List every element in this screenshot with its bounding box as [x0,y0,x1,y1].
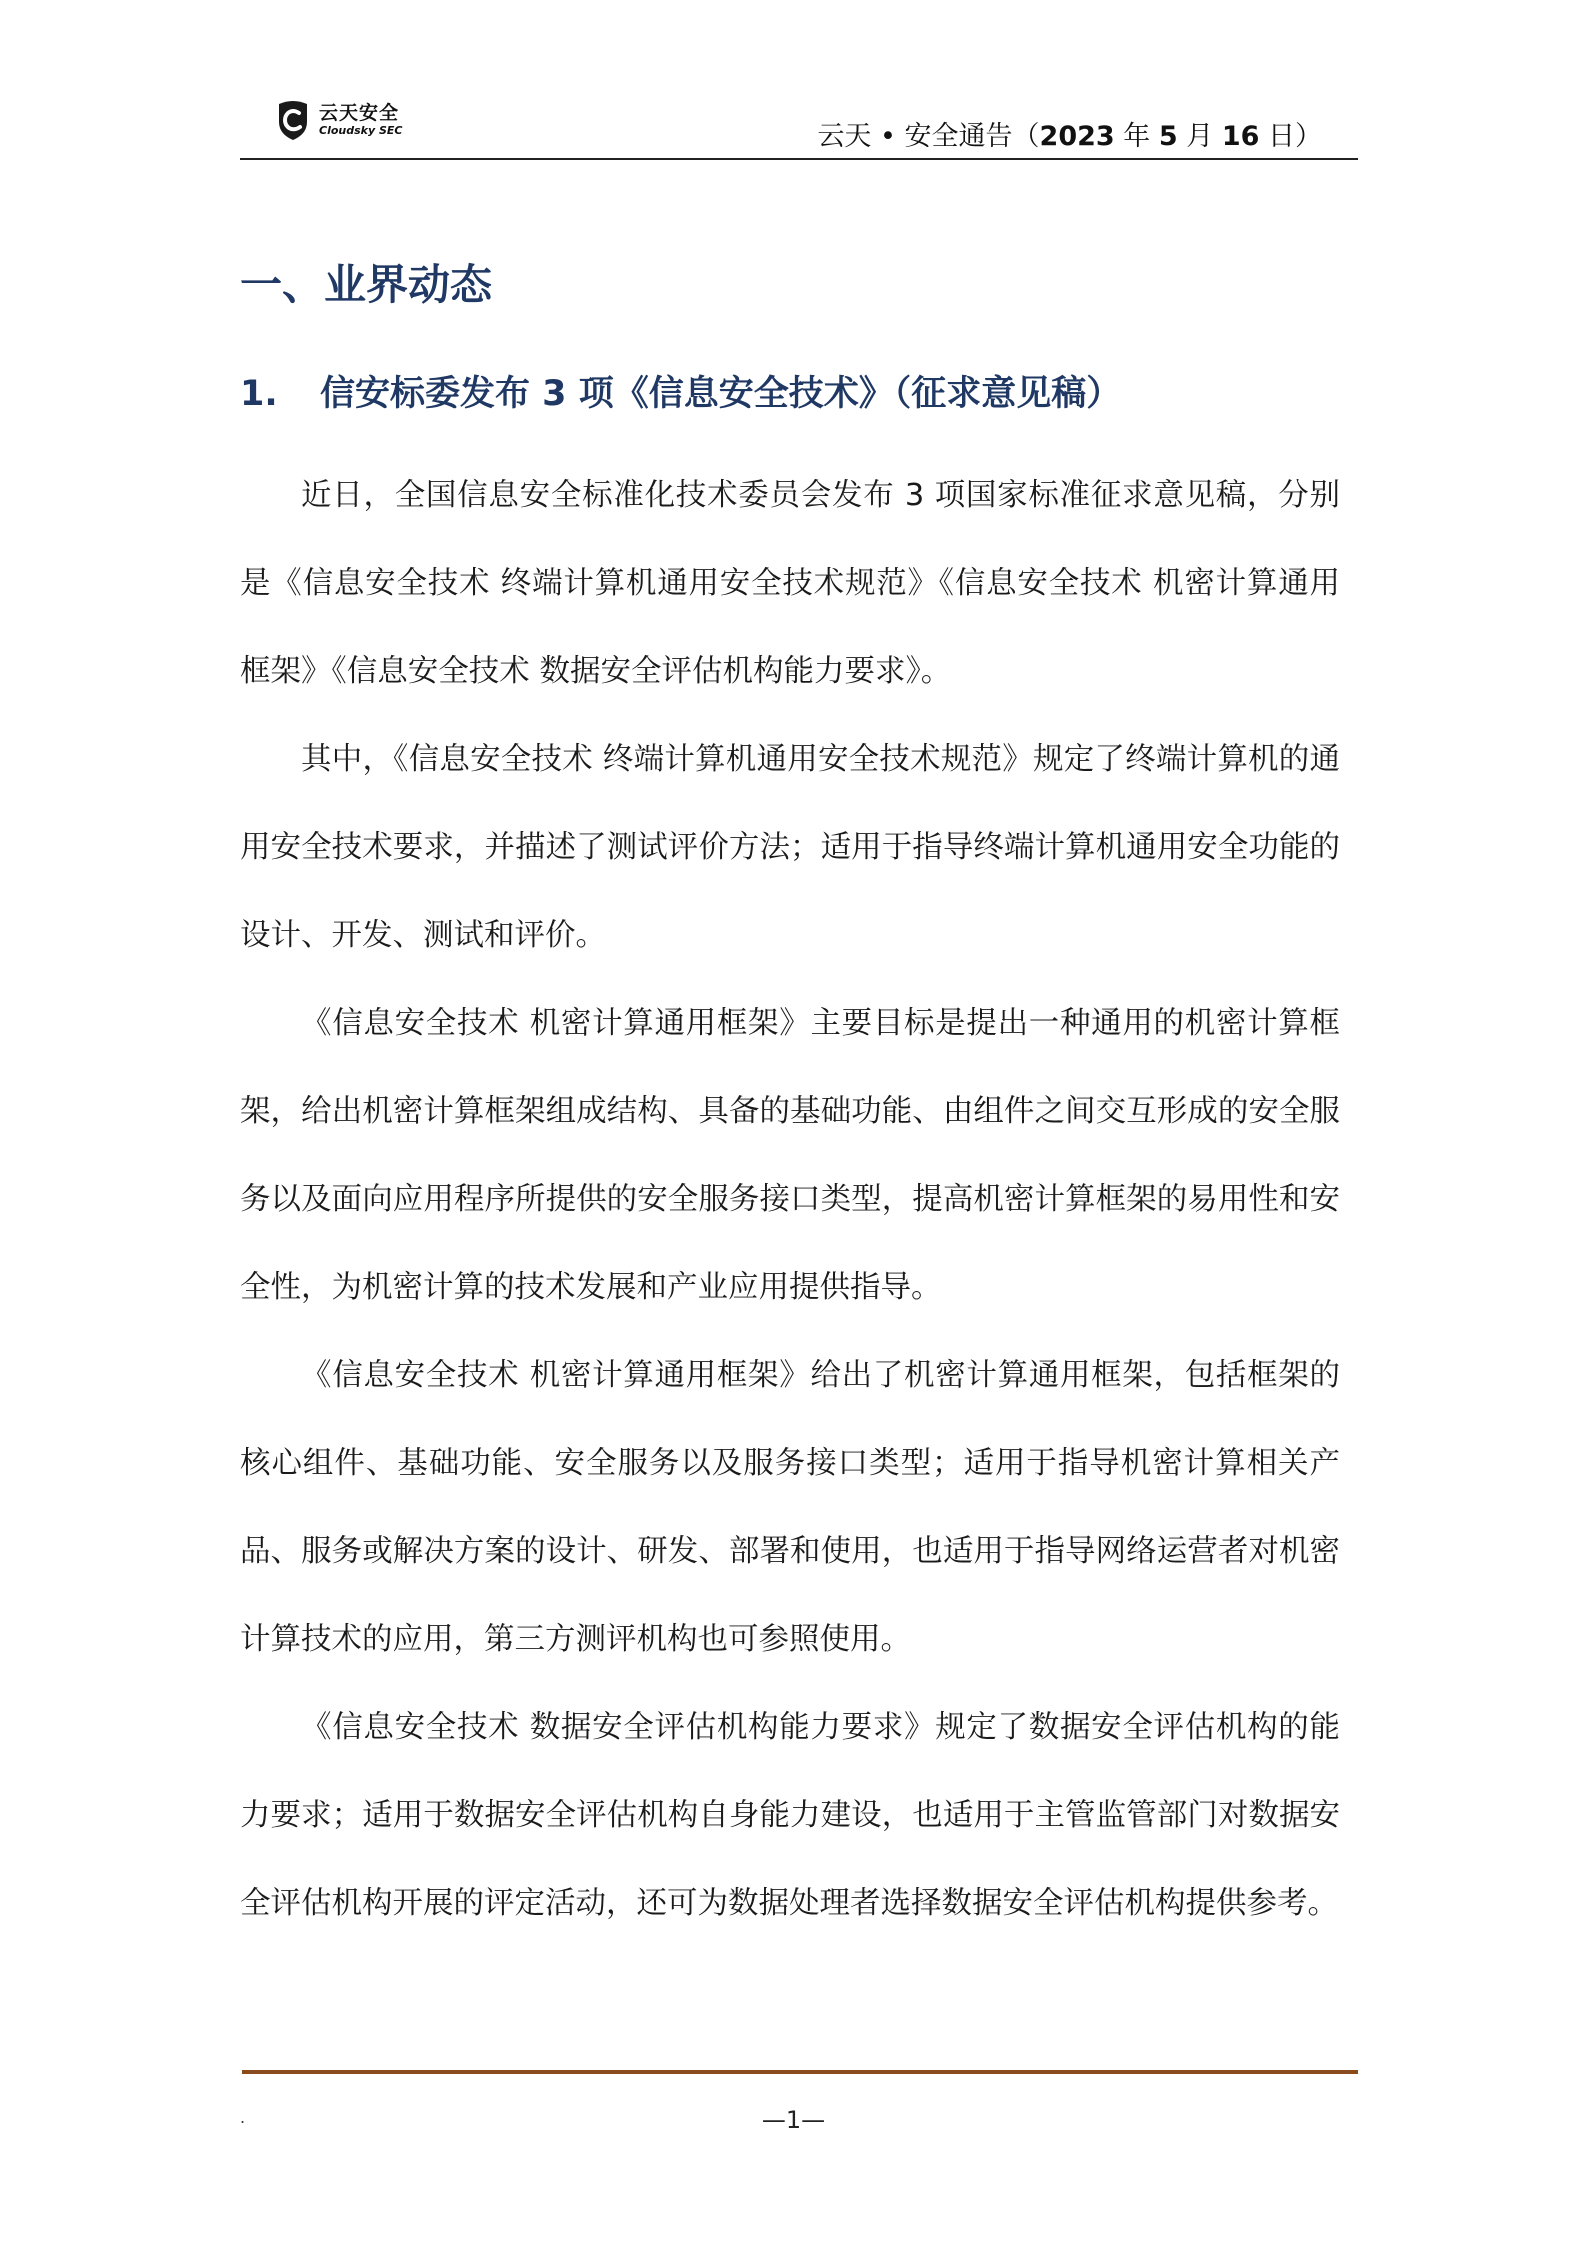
section-heading: 一、业界动态 [240,260,493,309]
paragraph: 其中，《信息安全技术 终端计算机通用安全技术规范》规定了终端计算机的通用安全技术要求，并描述了测试评价方法；适用于指导终端计算机通用安全功能的设计、开发、测试和评价。 [240,742,1340,953]
logo-english-name: Cloudsky SEC [319,124,403,137]
bulletin-month-suffix: 月 [1177,121,1222,152]
paragraph: 《信息安全技术 机密计算通用框架》主要目标是提出一种通用的机密计算框架，给出机密计算框架组成结构、具备的基础功能、由组件之间交互形成的安全服务以及面向应用程序所提供的安全服务接口类型，提高机密计算框架的易用性和安全性，为机密计算的技术发展和产业应用提供指导。 [240,1006,1340,1305]
header-divider [240,158,1358,160]
bulletin-day: 16 [1221,121,1260,152]
footer-divider [242,2070,1358,2074]
article-title: 信安标委发布 3 项《信息安全技术》（征求意见稿） [320,374,1122,414]
logo-chinese-name: 云天安全 [319,102,400,124]
cloudsky-shield-icon [275,98,311,142]
bulletin-year: 2023 [1039,121,1115,152]
bulletin-title-prefix: 云天 • 安全通告（ [817,121,1040,152]
bulletin-month: 5 [1158,121,1178,152]
bulletin-day-suffix: 日） [1259,121,1322,152]
article-body [240,452,1340,1948]
bulletin-year-suffix: 年 [1114,121,1159,152]
paragraph: 近日，全国信息安全标准化技术委员会发布 3 项国家标准征求意见稿，分别是《信息安全技术 终端计算机通用安全技术规范》《信息安全技术 机密计算通用框架》《信息安全技术 数据安全评估机构能力要求》。 [240,478,1340,689]
article-heading [240,366,1121,416]
page-header [240,96,1358,160]
paragraph: 《信息安全技术 数据安全评估机构能力要求》规定了数据安全评估机构的能力要求；适用于数据安全评估机构自身能力建设，也适用于主管监管部门对数据安全评估机构开展的评定活动，还可为数据处理者选择数据安全评估机构提供参考。 [240,1710,1340,1921]
footer-mark: . [240,2108,246,2127]
page-number: —1— [761,2106,826,2134]
paragraph: 《信息安全技术 机密计算通用框架》给出了机密计算通用框架，包括框架的核心组件、基础功能、安全服务以及服务接口类型；适用于指导机密计算相关产品、服务或解决方案的设计、研发、部署和使用，也适用于指导网络运营者对机密计算技术的应用，第三方测评机构也可参照使用。 [240,1358,1340,1657]
article-number: 1. [240,374,278,414]
bulletin-title [817,114,1322,153]
company-logo [275,98,435,144]
